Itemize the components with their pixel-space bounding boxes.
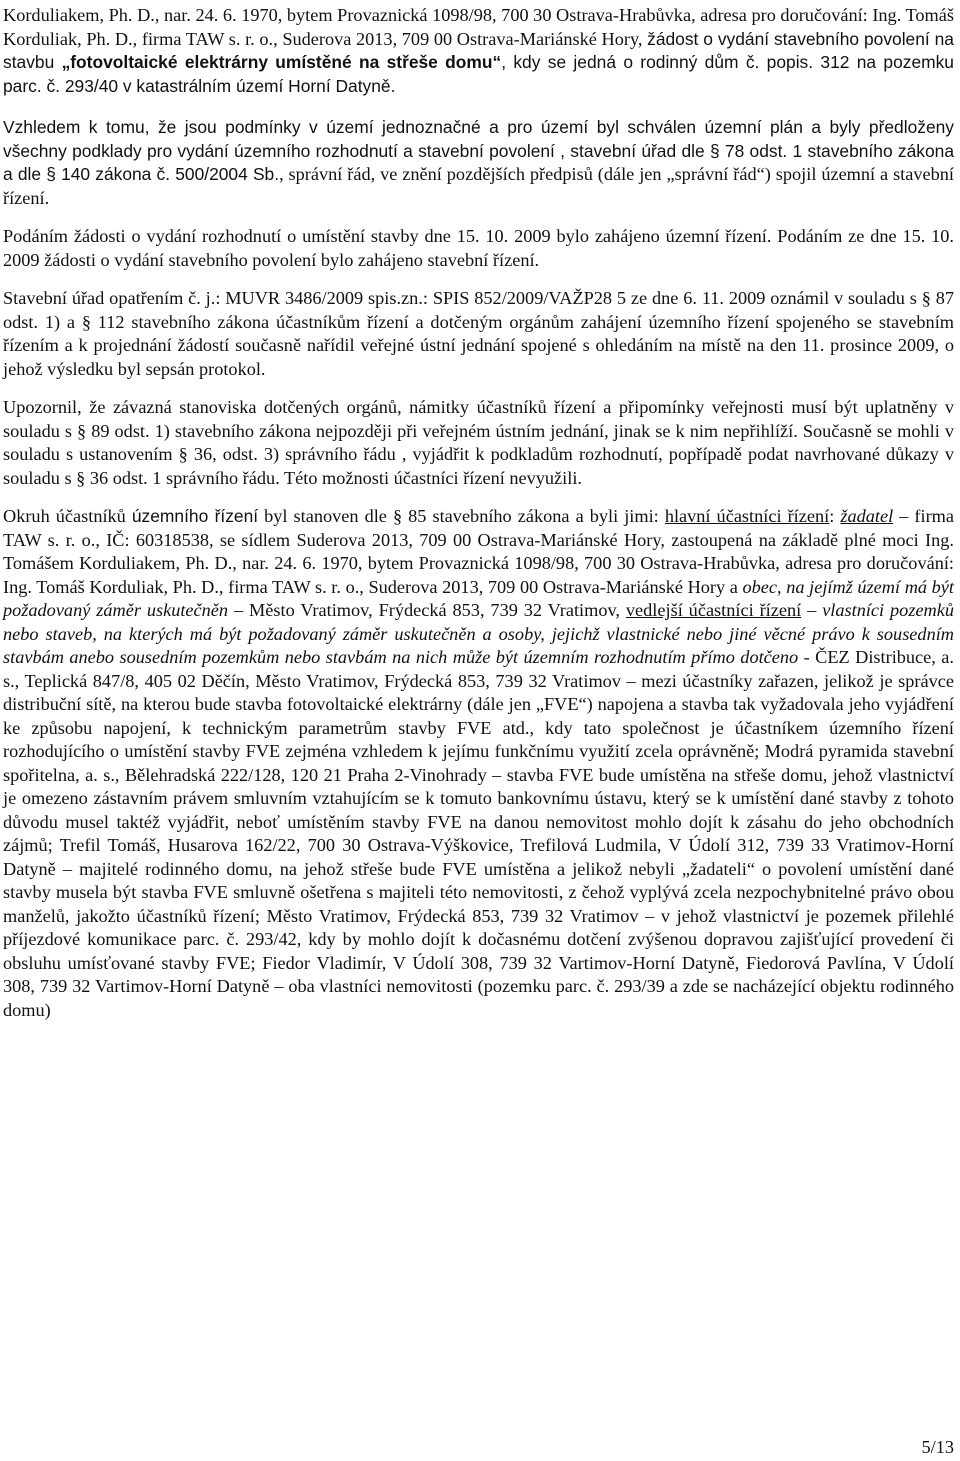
text-project-location: , kdy se jedná o rodinný dům č. popis. 312 na pozemku parc. č. 293/40 v katastrálním území Horní Datyně.: [3, 52, 954, 96]
text-project-name: „fotovoltaické elektrárny umístěné na střeše domu“: [61, 52, 502, 72]
paragraph-participants: [3, 505, 954, 1022]
paragraph-objections-notice: Upozornil, že závazná stanoviska dotčených orgánů, námitky účastníků řízení a připomínky veřejnosti musí být uplatněny v souladu s § 89 odst. 1) stavebního zákona nejpozději při veřejném ústním jednání, jinak se k nim nepřihlíží. Současně se mohli v souladu s ustanovením § 36, odst. 3) správního řádu , vyjádřit k podkladům rozhodnutí, popřípadě podat navrhované důkazy v souladu s § 36 odst. 1 správního řádu. Této možnosti účastníci řízení nevyužili.: [3, 397, 954, 488]
text-colon: :: [829, 506, 841, 526]
page-number: 5/13: [921, 1436, 954, 1457]
text-main-participants: hlavní účastníci řízení: [664, 506, 830, 526]
text-participants-intro: Okruh účastníků: [3, 506, 132, 526]
text-secondary-participants: vedlejší účastníci řízení: [625, 600, 802, 620]
paragraph-merged-proceedings: [3, 116, 954, 210]
paragraph-initiation: Podáním žádosti o vydání rozhodnutí o umístění stavby dne 15. 10. 2009 bylo zahájeno územní řízení. Podáním ze dne 15. 10. 2009 žádosti o vydání stavebního povolení bylo zahájeno stavební řízení.: [3, 226, 954, 270]
text-applicant-address: Korduliakem, Ph. D., nar. 24. 6. 1970, bytem Provaznická 1098/98, 700 30 Ostrava-Hrabůvka, adresa pro doručování: Ing. Tomáš Korduliak, Ph. D., firma TAW s. r. o., Suderova 2013, 709 00 Ostrava-Mariánské Hory,: [3, 5, 954, 49]
paragraph-application: [3, 4, 954, 98]
text-participants-basis: byl stanoven dle § 85 stavebního zákona a byli jimi:: [258, 506, 665, 526]
text-merge-basis: Vzhledem k tomu, že jsou podmínky v území jednoznačné a pro území byl schválen územní plán a byly předloženy všechny podklady pro vydání územního rozhodnutí a stavební povolení , stavební úřad dle § 78 odst. 1 stavebního zákona a dle § 140 zákona č. 500/2004 Sb.: [3, 117, 954, 184]
paragraph-notification: Stavební úřad opatřením č. j.: MUVR 3486/2009 spis.zn.: SPIS 852/2009/VAŽP28 5 ze dne 6. 11. 2009 oznámil v souladu s § 87 odst. 1) a § 112 stavebního zákona účastníkům řízení a dotčeným orgánům zahájení územního řízení spojeného se stavebním řízením a k projednání žádostí současně nařídil veřejné ústní jednání spojené s ohledáním na místě na den 11. prosince 2009, o jehož výsledku byl sepsán protokol.: [3, 288, 954, 379]
text-dash: –: [801, 600, 823, 620]
text-municipality-details: – Město Vratimov, Frýdecká 853, 739 32 Vratimov,: [228, 600, 626, 620]
text-applicant-label: žadatel: [840, 506, 894, 526]
text-territorial-proceedings: územního řízení: [131, 506, 259, 526]
text-secondary-participants-list: - ČEZ Distribuce, a. s., Teplická 847/8, 405 02 Děčín, Město Vratimov, Frýdecká 853, 739 32 Vratimov – mezi účastníky zařazen, jelikož je správce distribuční sítě, na kterou bude stavba fotovoltaické elektrárny (dále jen „FVE“) napojena a stavba tak vyžadovala jeho vyjádření ke způsobu napojení, k technickým parametrům stavby FVE atd., kdy tato společnost je účastníkem územního řízení rozhodujícího o umístění stavby FVE zejména vzhledem k jejímu funkčnímu využití zcela oprávněně; Modrá pyramida stavební spořitelna, a. s., Bělehradská 222/128, 120 21 Praha 2-Vinohrady – stavba FVE bude umístěna na střeše domu, jehož vlastnictví je omezeno zástavním právem smluvním vztahujícím se k tomuto bankovnímu ústavu, který se k umístění dané stavby z tohoto důvodu musel taktéž vyjádřit, neboť umístěním stavby FVE na danou nemovitost mohlo dojít k zásahu do jeho obchodních zájmů; Trefil Tomáš, Husarova 162/22, 700 30 Ostrava-Výškovice, Trefilová Ludmila, V Údolí 312, 739 33 Vratimov-Horní Datyně – majitelé rodinného domu, na jehož střeše bude FVE umístěna a jelikož nebyli „žadateli“ o povolení umístění dané stavby musela být stavba FVE smluvně ošetřena s majiteli této nemovitosti, z čehož vyplývá zcela nezpochybnitelné právo obou manželů, jakožto účastníků řízení; Město Vratimov, Frýdecká 853, 739 32 Vratimov – v jehož vlastnictví je pozemek přilehlé příjezdové komunikace parc. č. 293/42, kdy by mohlo dojít k dočasnému dotčení zvýšenou dopravou zajišťující provedení či obsluhu umísťované stavby FVE; Fiedor Vladimír, V Údolí 308, 739 32 Vartimov-Horní Datyně, Fiedorová Pavlína, V Údolí 308, 739 32 Vartimov-Horní Datyně – oba vlastníci nemovitosti (pozemku parc. č. 293/39 a zde se nacházející objektu rodinného domu): [3, 647, 954, 1020]
text-merge-result: , správní řád, ve znění pozdějších předpisů (dále jen „správní řád“) spojil územní a stavební řízení.: [3, 164, 954, 208]
text-applicant-details: – firma TAW s. r. o., IČ: 60318538, se sídlem Suderova 2013, 709 00 Ostrava-Mariánské Hory, zastoupená na základě plné moci Ing. Tomášem Korduliakem, Ph. D., nar. 24. 6. 1970, bytem Provaznická 1098/98, 700 30 Ostrava-Hrabůvka, adresa pro doručování: Ing. Tomáš Korduliak, Ph. D., firma TAW s. r. o., Suderova 2013, 709 00 Ostrava-Mariánské Hory a: [3, 506, 954, 597]
text-owners-label: vlastníci pozemků nebo staveb, na kterých má být požadovaný záměr uskutečněn a osoby, jejichž vlastnické nebo jiné věcné právo k sousedním stavbám anebo sousedním pozemkům nebo stavbám na nich může být územním rozhodnutím přímo dotčeno: [3, 600, 955, 667]
text-application-intro: žádost o vydání stavebního povolení na stavbu: [3, 28, 954, 72]
text-municipality-label: obec, na jejímž území má být požadovaný záměr uskutečněn: [3, 576, 954, 620]
